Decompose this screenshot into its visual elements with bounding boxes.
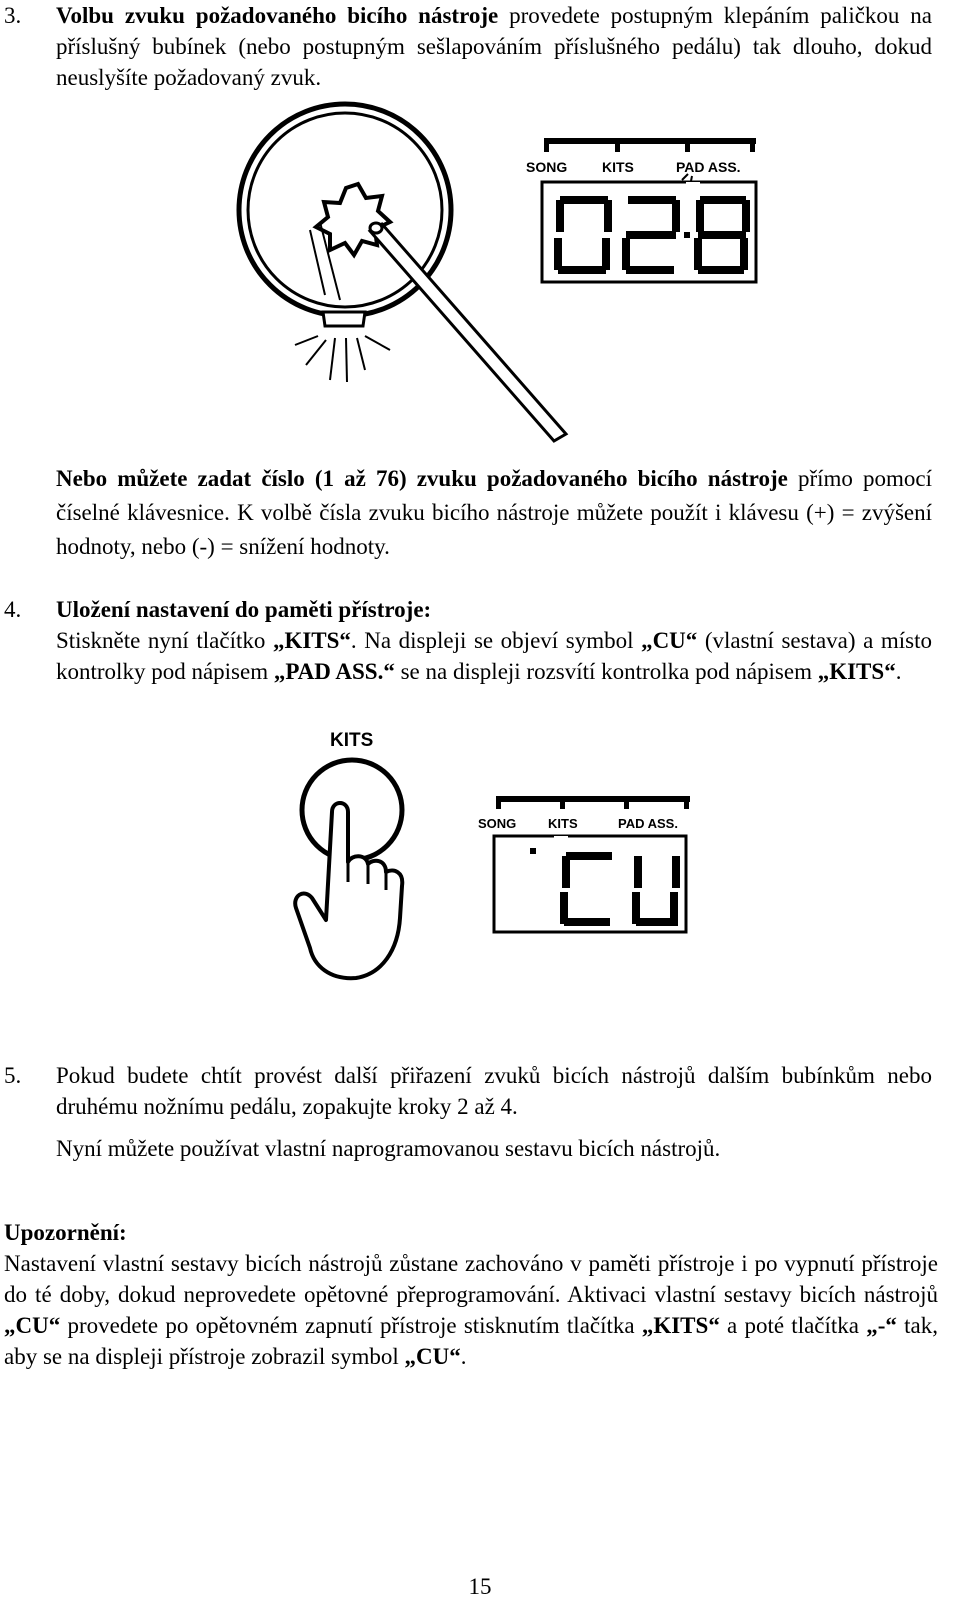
page-number: 15 — [468, 1574, 492, 1599]
step-5-paragraph-2: Nyní můžete používat vlastní naprogramovanou sestavu bicích nástrojů. — [56, 1136, 721, 1161]
lcd1-label-kits: KITS — [602, 159, 634, 175]
lcd1-label-song: SONG — [526, 159, 568, 175]
step-3-paragraph-2 — [56, 462, 932, 564]
step-3-text: provedete postupným klepáním paličkou na příslušný bubínek (nebo postupným sešlapováním příslušného pedálu) tak dlouho, dokud neuslyšíte požadovaný zvuk. — [56, 3, 932, 90]
step-3-para2-text: přímo pomocí číselné klávesnice. K volbě čísla zvuku bicího nástroje můžete použít i klávesu (+) = zvýšení hodnoty, nebo (-) = snížení hodnoty. — [56, 466, 932, 559]
warning-heading: Upozornění: — [4, 1220, 127, 1245]
lcd1-label-pad-ass: PAD ASS. — [676, 159, 741, 175]
pad-ass-ref: PAD ASS. — [285, 659, 384, 684]
lcd2-label-pad-ass: PAD ASS. — [618, 816, 678, 831]
step-3-number: 3. — [4, 3, 22, 28]
kits-button-icon — [302, 760, 402, 860]
step-4-number: 4. — [4, 597, 22, 622]
lcd-display-1 — [520, 130, 760, 290]
kits-ref: KITS — [284, 628, 340, 653]
step-5-number: 5. — [4, 1063, 22, 1088]
warning-kits-ref: KITS — [653, 1313, 709, 1338]
impact-star-icon — [316, 184, 390, 255]
lcd2-label-kits: KITS — [548, 816, 578, 831]
warning-cu-ref: CU — [15, 1313, 49, 1338]
cu-ref: CU — [652, 628, 686, 653]
lcd-display-2 — [474, 792, 694, 942]
kits-button-illustration — [282, 722, 472, 1002]
step-3-bold-lead: Volbu zvuku požadovaného bicího nástroje — [56, 3, 499, 28]
warning-minus-ref: - — [877, 1313, 886, 1338]
step-3-para2-bold: Nebo můžete zadat číslo (1 až 76) zvuku požadovaného bicího nástroje — [56, 466, 788, 491]
kits-button-label: KITS — [330, 730, 374, 751]
step-4-heading: Uložení nastavení do paměti přístroje: — [56, 597, 432, 622]
warning-paragraph: Nastavení vlastní sestavy bicích nástrojů zůstane zachováno v paměti přístroje i po vypnutí přístroje do té doby, dokud neprovedete opětovné přeprogramování. Aktivaci vlastní sestavy bicích nástrojů „CU“ provedete po opětovném zapnutí přístroje stisknutím tlačítka „KITS“ a poté tlačítka „-“ tak, aby se na displeji přístroje zobrazil symbol „CU“. — [4, 1251, 938, 1369]
step-3-paragraph — [56, 0, 932, 93]
step-4-paragraph: Stiskněte nyní tlačítko „KITS“. Na displeji se objeví symbol „CU“ (vlastní sestava) a místo kontrolky pod nápisem „PAD ASS.“ se na displeji rozsvítí kontrolka pod nápisem „KITS“. — [56, 628, 932, 684]
step-5-paragraph: Pokud budete chtít provést další přiřazení zvuků bicích nástrojů dalším bubínkům nebo druhému nožnímu pedálu, zopakujte kroky 2 až 4. — [56, 1063, 932, 1119]
lcd2-label-song: SONG — [478, 816, 517, 831]
